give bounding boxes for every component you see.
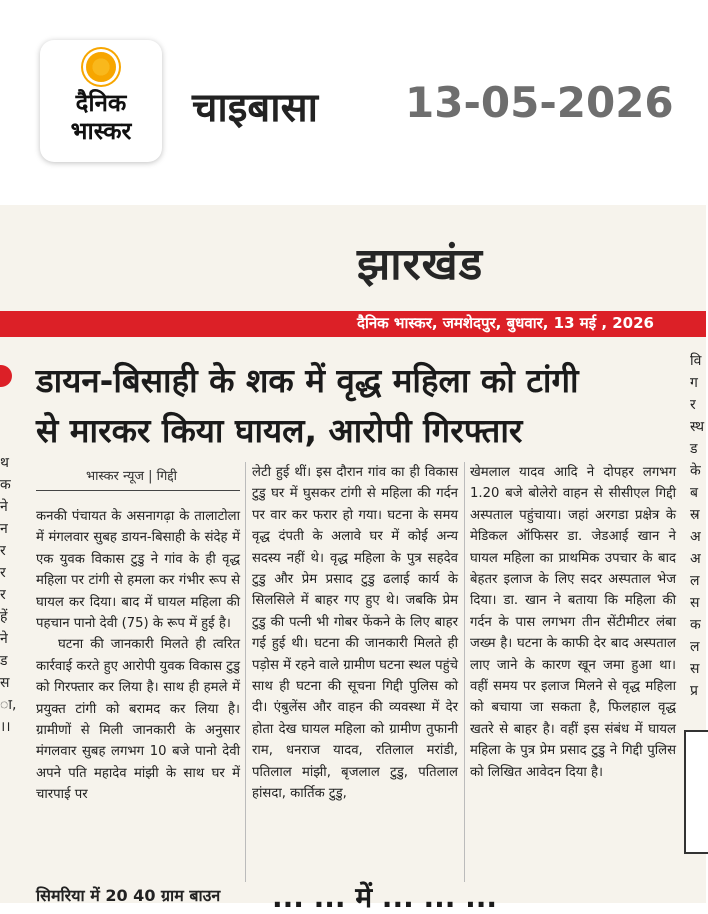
column1-paragraph1: कनकी पंचायत के असनागढ़ा के तालाटोला में मंगलवार सुबह डायन-बिसाही के संदेह में एक युवक विकास टुडु ने गांव के ही वृद्ध महिला पर टांगी से हमला कर गंभीर रूप से घायल कर दिया। बाद में घायल महिला की पहचान पानो देवी (75) के रूप में हुई है। [36, 509, 240, 632]
edition-city: चाइबासा [192, 85, 318, 131]
article-column-3 [470, 462, 676, 783]
article-column-2 [252, 462, 458, 805]
logo-text-line2: भास्कर [70, 117, 132, 145]
article-column-1 [36, 506, 240, 806]
dainik-bhaskar-logo[interactable] [40, 40, 162, 162]
sun-icon [86, 52, 116, 82]
masthead-text: दैनिक भास्कर, जमशेदपुर, बुधवार, 13 मई , 2026 [357, 314, 654, 332]
column-divider [245, 462, 246, 882]
app-header [0, 0, 706, 200]
left-cut-column: थ क ने न र र र हें ने ड स ा, ।। [0, 455, 17, 735]
headline-line2: से मारकर किया घायल, आरोपी गिरफ्तार [36, 411, 523, 450]
bottom-next-headline: ... ... में ... ... ... [272, 881, 498, 914]
headline-line1: डायन-बिसाही के शक में वृद्ध महिला को टांगी [36, 361, 579, 400]
article-headline [36, 356, 676, 456]
column2-paragraph: लेटी हुई थीं। इस दौरान गांव का ही विकास टुडु घर में घुसकर टांगी से महिला की गर्दन पर वार कर फरार हो गया। घटना के समय वृद्ध दंपती के अलावे घर में कोई अन्य सदस्य नहीं थे। वृद्ध महिला के पुत्र सहदेव टुडु और प्रेम प्रसाद टुडु ढलाई कार्य के सिलसिले में बाहर गए हुए थे। जबकि प्रेम टुडु की पत्नी भी गोबर फेंकने के लिए बाहर गई हुई थी। घटना की जानकारी मिलते ही पड़ोस में रहने वाले ग्रामीण घटना स्थल पहुंचे साथ ही घटना की सूचना गिद्दी पुलिस को दी। एंबुलेंस और वाहन की व्यवस्था में देर होता देख घायल महिला को ग्रामीण तुफानी राम, धनराज यादव, रतिलाल मरांडी, पतिलाल मांझी, बृजलाल टुडु, पतिलाल हांसदा, कार्तिक टुडु, [252, 465, 458, 802]
section-title: झारखंड [357, 239, 484, 290]
edition-date: 13-05-2026 [405, 78, 674, 127]
column-divider [464, 462, 465, 882]
byline-divider [36, 490, 240, 491]
logo-text-line1: दैनिक [75, 89, 127, 117]
column1-paragraph2: घटना की जानकारी मिलते ही त्वरित कार्रवाई करते हुए आरोपी युवक विकास टुडु को गिरफ्तार कर लिया है। साथ ही हमले में प्रयुक्त टांगी को बरामद कर लिया है। ग्रामीणों से मिली जानकारी के अनुसार मंगलवार सुबह लगभग 10 बजे पानो देवी अपने पति महादेव मांझी के साथ घर में चारपाई पर [36, 637, 240, 803]
bottom-teaser-headline: सिमरिया में 20 40 ग्राम बाउन [36, 886, 221, 905]
right-cut-column: वि ग र स्थ ड के ब स्र अ अ ल स क ल स प्र [690, 353, 705, 699]
column3-paragraph: खेमलाल यादव आदि ने दोपहर लगभग 1.20 बजे बोलेरो वाहन से सीसीएल गिद्दी अस्पताल पहुंचाया। जहां अरगडा प्रक्षेत्र के मेडिकल ऑफिसर डा. जेडआई खान ने घायल महिला का प्राथमिक उपचार के बाद बेहतर इलाज के लिए सदर अस्पताल भेज दिया। डा. खान ने बताया कि महिला की गर्दन के पास लगभग तीन सेंटीमीटर लंबा जख्म है। घटना के काफी देर बाद अस्पताल लाए जाने के कारण खून जमा हुआ था। वहीं समय पर इलाज मिलने से वृद्ध महिला को बचाया जा सकता है, फिलहाल वृद्ध खतरे से बाहर है। वहीं इस संबंध में घायल महिला के पुत्र प्रेम प्रसाद टुडु ने गिद्दी पुलिस को लिखित आवेदन दिया है। [470, 465, 676, 780]
article-byline: भास्कर न्यूज | गिद्दी [86, 469, 178, 484]
right-adjacent-box [684, 730, 708, 854]
